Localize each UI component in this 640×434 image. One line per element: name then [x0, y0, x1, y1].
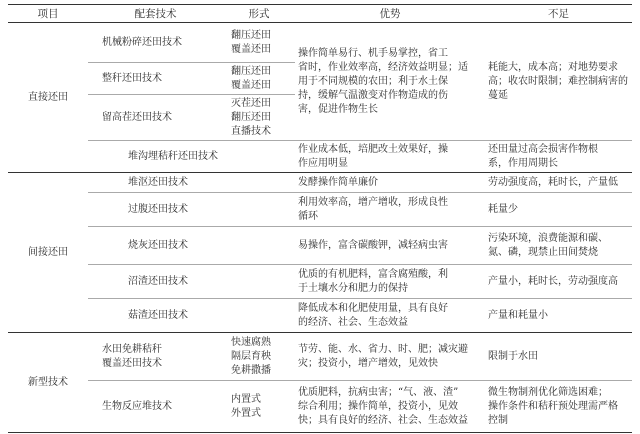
text-line: 省时，作业效率高，经济效益明显；适 — [298, 61, 468, 73]
form-item: 快速腐熟 — [231, 336, 271, 348]
form-item: 翻压还田 — [231, 111, 271, 123]
table-header-row — [8, 5, 632, 23]
text-line: 灾；投资小，增产增效，见效快 — [298, 357, 438, 369]
table-row — [8, 381, 632, 433]
form-item: 外置式 — [231, 407, 261, 419]
text-line: 快；具有良好的经济、社会、生态效益 — [298, 414, 468, 426]
advantage-livestock — [295, 193, 485, 227]
forms-bioreactor — [223, 381, 295, 433]
tech-paddy-no-till — [88, 333, 223, 381]
header-tech: 配套技术 — [88, 5, 223, 23]
tech-mushroom: 菇渣还田技术 — [88, 299, 295, 333]
text-line: 综合利用；操作简单，投资小，见效 — [298, 400, 458, 412]
header-form: 形式 — [223, 5, 295, 23]
header-advantage: 优势 — [295, 5, 485, 23]
table-row — [8, 333, 632, 381]
tech-biogas: 沼渣还田技术 — [88, 265, 295, 299]
text-line: 优质的有机肥料，富含腐殖酸，利 — [298, 268, 448, 280]
forms-paddy-no-till — [223, 333, 295, 381]
text-line: 污染环境，浪费能源和碳、 — [488, 232, 608, 244]
forms-whole-stalk — [223, 63, 295, 95]
advantage-direct-main — [295, 23, 485, 141]
text-line: 作应用明显 — [298, 157, 348, 169]
text-line: 降低成本和化肥使用量，具有良好 — [298, 302, 448, 314]
text-line: 微生物制剂优化筛选困难； — [488, 386, 608, 398]
disadvantage-paddy-no-till — [485, 333, 632, 381]
text-line: 于土壤水分和肥力的保持 — [298, 282, 408, 294]
form-item: 灭茬还田 — [231, 97, 271, 109]
advantage-paddy-no-till — [295, 333, 485, 381]
disadvantage-compost — [485, 173, 632, 193]
text-line: 操作条件和秸秆预处理需严格 — [488, 400, 618, 412]
text-line: 节劳、能、水、省力、时、肥；减灾避 — [298, 343, 468, 355]
table-row — [8, 173, 632, 193]
table-row — [8, 265, 632, 299]
text-line: 产量和耗量小 — [488, 309, 548, 321]
text-line: 高；收农时限制；难控制病害的 — [488, 75, 628, 87]
form-item: 直播技术 — [231, 125, 271, 137]
text-line: 利用效率高，增产增收，形成良性 — [298, 196, 448, 208]
category-direct: 直接还田 — [8, 23, 88, 173]
text-line: 操作简单易行、机手易掌控，省工 — [298, 47, 448, 59]
text-line: 还田量过高会损害作物根 — [488, 143, 598, 155]
tech-bioreactor — [88, 381, 223, 433]
form-item: 覆盖还田 — [231, 79, 271, 91]
text-line: 作业成本低，培肥改土效果好，操 — [298, 143, 448, 155]
disadvantage-ditch-burial — [485, 141, 632, 173]
text-line: 持，缓解气温激变对作物造成的伤 — [298, 89, 448, 101]
tech-whole-stalk: 整秆还田技术 — [88, 63, 223, 95]
disadvantage-direct-main — [485, 23, 632, 141]
tech-compost: 堆沤还田技术 — [88, 173, 295, 193]
text-line: 水田免耕秸秆 — [102, 343, 162, 355]
tech-livestock: 过腹还田技术 — [88, 193, 295, 227]
disadvantage-livestock — [485, 193, 632, 227]
form-item: 翻压还田 — [231, 65, 271, 77]
table-row — [8, 227, 632, 265]
form-item: 内置式 — [231, 393, 261, 405]
advantage-biogas — [295, 265, 485, 299]
table-row — [8, 193, 632, 227]
advantage-compost — [295, 173, 485, 193]
text-line: 循环 — [298, 210, 318, 222]
text-line: 耗量少 — [488, 203, 518, 215]
text-line: 害，促进作物生长 — [298, 103, 378, 115]
header-disadvantage: 不足 — [485, 5, 632, 23]
disadvantage-bioreactor — [485, 381, 632, 433]
advantage-ditch-burial — [295, 141, 485, 173]
text-line: 劳动强度高，耗时长，产量低 — [488, 176, 618, 188]
text-line: 生物反应堆技术 — [102, 400, 172, 412]
advantage-bioreactor — [295, 381, 485, 433]
tech-mechanical: 机械粉碎还田技术 — [88, 23, 223, 63]
text-line: 氮、磷，现禁止田间焚烧 — [488, 246, 598, 258]
form-item: 覆盖还田 — [231, 43, 271, 55]
text-line: 耗能大，成本高；对地势要求 — [488, 61, 618, 73]
header-item: 项目 — [8, 5, 88, 23]
text-line: 用于不同规模的农田；利于水土保 — [298, 75, 448, 87]
straw-return-tech-table — [8, 4, 632, 433]
category-indirect: 间接还田 — [8, 173, 88, 333]
category-new: 新型技术 — [8, 333, 88, 433]
advantage-ash — [295, 227, 485, 265]
form-item: 隔层育秧 — [231, 350, 271, 362]
form-item: 免耕撒播 — [231, 364, 271, 376]
disadvantage-ash — [485, 227, 632, 265]
table-row — [8, 141, 632, 173]
text-line: 控制 — [488, 414, 508, 426]
tech-high-stubble: 留高茬还田技术 — [88, 95, 223, 141]
tech-ash: 烧灰还田技术 — [88, 227, 295, 265]
forms-high-stubble — [223, 95, 295, 141]
text-line: 产量小，耗时长，劳动强度高 — [488, 275, 618, 287]
table-row — [8, 299, 632, 333]
text-line: 优质肥料，抗病虫害；“气、液、渣” — [298, 386, 459, 398]
text-line: 易操作，富含碳酸钾，减轻病虫害 — [298, 239, 448, 251]
text-line: 系，作用周期长 — [488, 157, 558, 169]
text-line: 发酵操作简单廉价 — [298, 176, 378, 188]
form-item: 翻压还田 — [231, 29, 271, 41]
text-line: 限制于水田 — [488, 350, 538, 362]
text-line: 蔓延 — [488, 89, 508, 101]
tech-ditch-burial: 堆沟埋秸秆还田技术 — [88, 141, 295, 173]
forms-mechanical — [223, 23, 295, 63]
disadvantage-biogas — [485, 265, 632, 299]
text-line: 的经济、社会、生态效益 — [298, 316, 408, 328]
text-line: 覆盖还田技术 — [102, 357, 162, 369]
disadvantage-mushroom — [485, 299, 632, 333]
table-row — [8, 23, 632, 63]
advantage-mushroom — [295, 299, 485, 333]
